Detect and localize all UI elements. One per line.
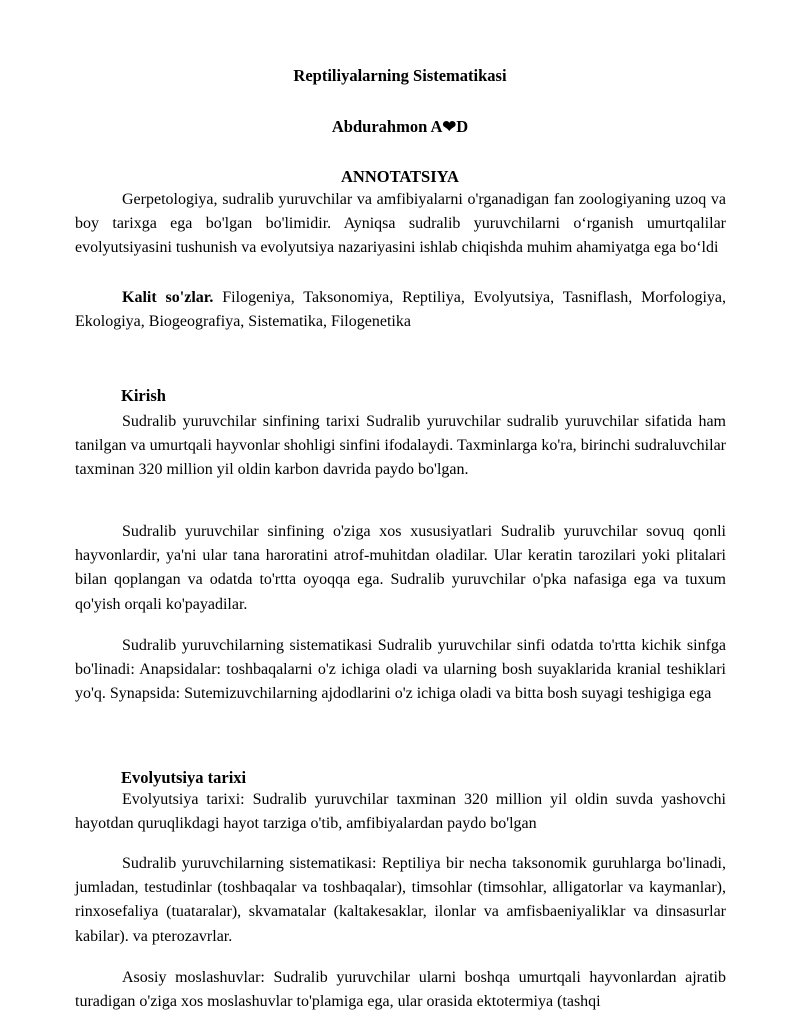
kirish-paragraph-3: Sudralib yuruvchilarning sistematikasi Sudralib yuruvchilar sinfi odatda to'rtta kichik sinfga bo'linadi: Anapsidalar: toshbaqalarni o'z ichiga oladi va ularning bosh suyaklarida kranial teshiklari yo'q. Synapsida: Sutemizuvchilarning ajdodlarini o'z ichiga oladi va bitta bosh suyagi teshigiga ega xyxy=(75,637,726,703)
keywords-label: Kalit so'zlar. xyxy=(122,289,214,306)
section-heading-evolyutsiya: Evolyutsiya tarixi xyxy=(121,768,247,787)
document-title: Reptiliyalarning Sistematikasi xyxy=(293,66,507,85)
keywords-list: Filogeniya, Taksonomiya, Reptiliya, Evolyutsiya, Tasniflash, Morfologiya, Ekologiya, Biogeografiya, Sistematika, Filogenetika xyxy=(75,289,727,331)
kirish-paragraph-2: Sudralib yuruvchilar sinfining o'ziga xos xususiyatlari Sudralib yuruvchilar sovuq qonli hayvonlardir, ya'ni ular tana haroratini atrof-muhitdan oladilar. Ular keratin tarozilari yoki plitalari bilan qoplangan va odatda to'rtta oyoqqa ega. Sudralib yuruvchilar o'pka nafasiga ega va tuxum qo'yish orqali ko'payadilar. xyxy=(75,523,726,613)
evolyutsiya-paragraph-2: Sudralib yuruvchilarning sistematikasi: Reptiliya bir necha taksonomik guruhlarga bo'linadi, jumladan, testudinlar (toshbaqalar va toshbaqalar), timsohlar (timsohlar, alligatorlar va kaymanlar), rinxosefaliya (tuataralar), skvamatalar (kaltakesaklar, ilonlar va amfisbaeniyaliklar va dinsasurlar kabilar). va pterozavrlar. xyxy=(75,855,726,945)
keywords-paragraph xyxy=(75,286,726,334)
document-author: Abdurahmon A❤D xyxy=(331,117,469,136)
annotation-heading: ANNOTATSIYA xyxy=(341,167,459,186)
evolyutsiya-paragraph-3: Asosiy moslashuvlar: Sudralib yuruvchilar ularni boshqa umurtqali hayvonlardan ajratib turadigan o'ziga xos moslashuvlar to'plamiga ega, ular orasida ektotermiya (tashqi xyxy=(75,969,726,1011)
kirish-paragraph-1: Sudralib yuruvchilar sinfining tarixi Sudralib yuruvchilar sudralib yuruvchilar sifatida ham tanilgan va umurtqali hayvonlar shohligi sinfini ifodalaydi. Taxminlarga ko'ra, birinchi sudraluvchilar taxminan 320 million yil oldin karbon davrida paydo bo'lgan. xyxy=(75,413,726,479)
section-heading-kirish: Kirish xyxy=(121,386,166,405)
annotation-paragraph: Gerpetologiya, sudralib yuruvchilar va amfibiyalarni o'rganadigan fan zoologiyaning uzoq va boy tarixga ega bo'lgan bo'limidir. Ayniqsa sudralib yuruvchilarni o‘rganish umurtqalilar evolyutsiyasini tushunish va evolyutsiya nazariyasini ishlab chiqishda muhim ahamiyatga ega bo‘ldi xyxy=(75,191,726,257)
evolyutsiya-paragraph-1: Evolyutsiya tarixi: Sudralib yuruvchilar taxminan 320 million yil oldin suvda yashovchi hayotdan quruqlikdagi hayot tarziga o'tib, amfibiyalardan paydo bo'lgan xyxy=(75,791,726,833)
